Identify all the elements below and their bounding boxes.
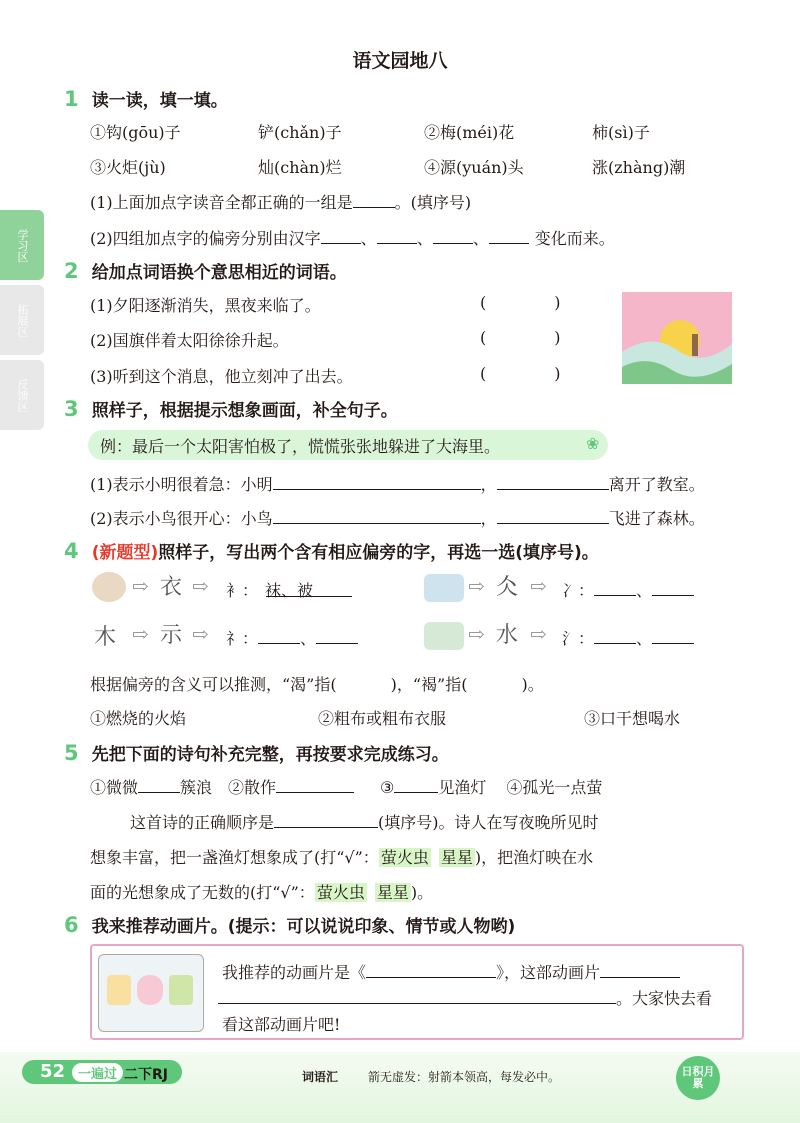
q5-para-1: [130, 810, 599, 833]
q2-paren-2[interactable]: [480, 328, 561, 347]
q2-item-3: (3)听到这个消息，他立刻冲了出去。: [90, 367, 353, 386]
sep: 、: [416, 229, 433, 248]
q4-option-2: ②粗布或粗布衣服: [318, 709, 447, 728]
q5-l1c: ②散作: [228, 778, 277, 797]
q1-row1-a: ①钩(gōu)子: [90, 123, 181, 142]
q4-infer-start: 根据偏旁的含义可以推测，“渴”指(: [90, 675, 337, 694]
cartoon-1: [107, 975, 131, 1005]
q2-header: [64, 258, 347, 283]
badge-daily: 日积月累: [676, 1056, 720, 1100]
q4-option-3: ③口干想喝水: [584, 709, 681, 728]
q4-row2: 冫： 、: [562, 578, 694, 601]
comma: ，: [480, 509, 497, 528]
radical-yi: 衤: [226, 581, 243, 600]
q3-header: [64, 396, 398, 421]
arrow-icon: ⇨: [468, 574, 485, 598]
q3-s2-start: (2)表示小鸟很开心：小鸟: [90, 509, 273, 528]
q4-row4: 氵： 、: [562, 626, 694, 649]
q1-row2-c: ④源(yuán)头: [424, 158, 524, 177]
arrow-icon: ⇨: [192, 574, 209, 598]
q4-blank-2[interactable]: [652, 581, 694, 596]
q4-infer: [90, 672, 544, 695]
sep: 、: [636, 581, 653, 600]
q6-blank-3[interactable]: [218, 989, 616, 1004]
q5-p1a: 这首诗的正确顺序是: [130, 813, 275, 832]
q2-item-1: (1)夕阳逐渐消失，黑夜来临了。: [90, 296, 321, 315]
q1-sub2-blank-3[interactable]: [433, 229, 473, 244]
q3-s2-end: 飞进了森林。: [608, 509, 705, 528]
paren-open: (: [480, 293, 487, 312]
q1-row1-d: 柿(sì)子: [592, 123, 650, 142]
q4-header: [64, 538, 599, 563]
cartoon-3: [169, 975, 193, 1005]
q1-sub2-text: (2)四组加点字的偏旁分别由汉字: [90, 229, 321, 248]
seal-shui: 水: [496, 623, 519, 648]
q4-blank-6[interactable]: [652, 629, 694, 644]
side-tab-study[interactable]: 学习区: [0, 210, 44, 280]
q3-s1-blank-1[interactable]: [273, 475, 481, 490]
clothing-picture: [92, 572, 126, 602]
q3-title: 照样子，根据提示想象画面，补全句子。: [91, 401, 398, 421]
q5-p3a: 面的光想象成了无数的(打“√”：: [90, 883, 315, 902]
q5-choice-firefly-2[interactable]: 萤火虫: [316, 883, 365, 902]
q4-blank-5[interactable]: [594, 629, 636, 644]
q5-p2a: 想象丰富，把一盏渔灯想象成了(打“√”：: [90, 848, 379, 867]
q4-row3: 礻： 、: [226, 626, 358, 649]
q2-number: 2: [64, 259, 79, 283]
q3-s1-blank-2[interactable]: [497, 475, 609, 490]
q3-s2: [90, 506, 705, 529]
water-picture: [424, 622, 464, 650]
q1-header: [64, 86, 228, 111]
answer-underline: [266, 596, 352, 597]
q2-paren-3[interactable]: [480, 364, 561, 383]
tree-picture: 木: [94, 625, 117, 650]
q3-s2-blank-2[interactable]: [497, 509, 609, 524]
q6-l2: 。大家快去看: [616, 989, 713, 1008]
q5-p3d: )。: [410, 883, 434, 902]
seal-yi: 衣: [160, 575, 183, 600]
paren-open: (: [480, 364, 487, 383]
sep: 、: [636, 629, 653, 648]
seal-bing: 仌: [496, 575, 519, 600]
q5-number: 5: [64, 741, 79, 765]
side-tab-feedback[interactable]: 反馈区: [0, 360, 44, 430]
q5-para-2: [90, 845, 593, 868]
q4-row1: 衤： 袜、被: [226, 578, 320, 601]
q3-example: 例：最后一个太阳害怕极了，慌慌张张地躲进了大海里。: [100, 437, 501, 456]
vocab-text: 箭无虚发：射箭本领高，每发必中。: [368, 1070, 561, 1084]
q5-l1a: ①微微: [90, 778, 139, 797]
q4-title: 照样子，写出两个含有相应偏旁的字，再选一选(填序号)。: [158, 543, 599, 563]
arrow-icon: ⇨: [192, 622, 209, 646]
paren-close: ): [554, 293, 561, 312]
q5-l1d: ③: [380, 778, 395, 797]
q4-infer-end: )。: [521, 675, 544, 694]
q6-l1a: 我推荐的动画片是《: [222, 963, 367, 982]
q5-title: 先把下面的诗句补充完整，再按要求完成练习。: [91, 745, 449, 765]
q6-header: [64, 912, 515, 937]
q6-blank-title[interactable]: [366, 963, 496, 978]
q1-title: 读一读，填一填。: [91, 91, 228, 111]
grade-label: 二下RJ: [124, 1067, 168, 1083]
page-title: 语文园地八: [352, 50, 448, 72]
q6-line2: [218, 986, 712, 1009]
q4-tag: (新题型): [91, 543, 159, 563]
q1-row2-b: 灿(chàn)烂: [258, 158, 342, 177]
q5-l1b: 簇浪: [180, 778, 213, 797]
q1-row1-b: 铲(chǎn)子: [258, 123, 342, 142]
q5-l1e: 见渔灯: [438, 778, 487, 797]
ice-picture: [424, 574, 464, 602]
q6-l1b: 》，这部动画片: [496, 963, 601, 982]
q3-s2-blank-1[interactable]: [273, 509, 481, 524]
q5-l1f: ④孤光一点萤: [506, 778, 603, 797]
q5-header: [64, 740, 449, 765]
q1-number: 1: [64, 87, 79, 111]
q5-p1b: (填序号)。诗人在写夜晚所见时: [378, 813, 599, 832]
q1-sub1-end: 。(填序号): [394, 193, 472, 212]
radical-shui: 氵: [562, 629, 579, 648]
leaf-icon: ❀: [586, 434, 600, 453]
film-strip-picture: [98, 954, 204, 1032]
q6-number: 6: [64, 913, 79, 937]
side-tab-expand[interactable]: 拓展区: [0, 285, 44, 355]
arrow-icon: ⇨: [530, 622, 547, 646]
q1-sub2-blank-2[interactable]: [377, 229, 417, 244]
q1-sub2-blank-1[interactable]: [321, 229, 361, 244]
seal-shi: 示: [160, 623, 183, 648]
paren-close: ): [554, 364, 561, 383]
sep: 、: [360, 229, 377, 248]
sep: 、: [472, 229, 489, 248]
q5-blank-3[interactable]: [394, 778, 438, 793]
paren-close: ): [554, 328, 561, 347]
q2-title: 给加点词语换个意思相近的词语。: [91, 263, 347, 283]
q6-blank-2[interactable]: [600, 963, 680, 978]
q4-example-answer: 袜、被: [265, 581, 314, 600]
q1-sub1-blank[interactable]: [353, 193, 395, 208]
q5-p2d: )，把渔灯映在水: [474, 848, 594, 867]
q4-blank-1[interactable]: [594, 581, 636, 596]
q3-s1-end: 离开了教室。: [608, 475, 705, 494]
q1-sub2-end: 变化而来。: [534, 229, 615, 248]
arrow-icon: ⇨: [132, 574, 149, 598]
cartoon-2: [137, 975, 163, 1005]
q4-option-1: ①燃烧的火焰: [90, 709, 187, 728]
q5-blank-2[interactable]: [276, 778, 354, 793]
q5-choice-star-1[interactable]: 星星: [440, 848, 473, 867]
brand-logo: 一遍过: [72, 1063, 123, 1082]
q6-line3: 看这部动画片吧!: [222, 1015, 341, 1034]
sep: 、: [300, 629, 317, 648]
q2-paren-1[interactable]: [480, 293, 561, 312]
q3-s1-start: (1)表示小明很着急：小明: [90, 475, 273, 494]
q4-blank-4[interactable]: [316, 629, 358, 644]
q4-infer-mid: )，“褐”指(: [390, 675, 468, 694]
q2-item-2: (2)国旗伴着太阳徐徐升起。: [90, 331, 289, 350]
arrow-icon: ⇨: [132, 622, 149, 646]
sunset-illustration: [622, 292, 732, 384]
q6-title: 我来推荐动画片。(提示：可以说说印象、情节或人物哟): [91, 917, 516, 937]
q1-row2-a: ③火炬(jù): [90, 158, 166, 177]
q1-row2-d: 涨(zhàng)潮: [592, 158, 686, 177]
page-number: 52: [40, 1061, 66, 1082]
q1-sub2: [90, 226, 615, 249]
paren-open: (: [480, 328, 487, 347]
vocab-label: 词语汇: [302, 1070, 339, 1084]
q4-blank-3[interactable]: [258, 629, 300, 644]
q1-sub2-blank-4[interactable]: [489, 229, 529, 244]
q3-number: 3: [64, 397, 79, 421]
q5-para-3: [90, 880, 433, 903]
arrow-icon: ⇨: [468, 622, 485, 646]
q3-s1: [90, 472, 705, 495]
q5-order-blank[interactable]: [274, 813, 378, 828]
comma: ，: [480, 475, 497, 494]
q5-line1: [90, 775, 602, 798]
q1-sub1: [90, 190, 471, 213]
arrow-icon: ⇨: [530, 574, 547, 598]
q4-number: 4: [64, 539, 79, 563]
q1-sub1-text: (1)上面加点字读音全都正确的一组是: [90, 193, 353, 212]
radical-bing: 冫: [562, 581, 579, 600]
q6-line1: [222, 960, 680, 983]
q1-row1-c: ②梅(méi)花: [424, 123, 515, 142]
q5-choice-star-2[interactable]: 星星: [376, 883, 409, 902]
q5-blank-1[interactable]: [138, 778, 180, 793]
radical-shi: 礻: [226, 629, 243, 648]
q5-choice-firefly-1[interactable]: 萤火虫: [380, 848, 429, 867]
